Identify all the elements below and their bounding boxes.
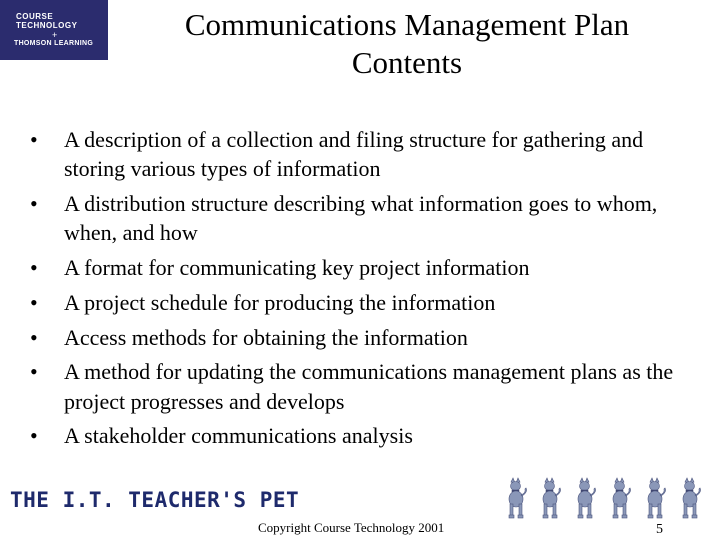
logo-line-technology: TECHNOLOGY	[16, 21, 78, 30]
bullet-dot: •	[30, 359, 38, 385]
logo-plus: +	[52, 30, 58, 40]
bullet-dot: •	[30, 324, 38, 350]
dog-icon	[543, 478, 561, 518]
bullet-dot: •	[30, 191, 38, 216]
bullet-item	[28, 421, 688, 450]
dog-icon	[613, 478, 631, 518]
dog-icon	[648, 478, 666, 518]
copyright-notice: Copyright Course Technology 2001	[258, 520, 445, 535]
bullet-item	[28, 288, 688, 317]
course-technology-logo	[0, 0, 108, 60]
bullet-text: A format for communicating key project information	[64, 255, 530, 280]
logo-line-thomson: THOMSON LEARNING	[14, 40, 94, 47]
bullet-dot: •	[30, 255, 38, 280]
logo-line-course: COURSE	[16, 12, 54, 21]
title-line-1: Communications Management Plan	[184, 7, 630, 42]
bullet-list	[28, 125, 688, 456]
dog-row	[505, 476, 715, 520]
teachers-pet-banner	[10, 488, 299, 512]
dog-icon	[683, 478, 701, 518]
bullet-item	[28, 189, 688, 247]
bullet-item	[28, 125, 688, 183]
bullet-text: A distribution structure describing what information goes to whom, when, and how	[64, 191, 658, 246]
bullet-text: A description of a collection and filing structure for gathering and storing various types of information	[64, 127, 644, 182]
bullet-dot: •	[30, 289, 38, 315]
bullet-text: A method for updating the communications management plans as the project progresses and develops	[64, 359, 674, 414]
bullet-dot: •	[30, 127, 38, 152]
banner-text: THE I.T. TEACHER'S PET	[10, 488, 300, 512]
bullet-item	[28, 253, 688, 282]
title-line-2: Contents	[351, 45, 463, 80]
dog-icon	[578, 478, 596, 518]
bullet-text: A stakeholder communications analysis	[64, 423, 413, 449]
page-number: 5	[656, 522, 663, 537]
slide-title	[118, 6, 696, 82]
dog-icon	[509, 478, 527, 518]
bullet-text: A project schedule for producing the information	[64, 289, 496, 315]
bullet-item	[28, 357, 688, 415]
bullet-item	[28, 323, 688, 352]
bullet-dot: •	[30, 423, 38, 449]
bullet-text: Access methods for obtaining the information	[64, 324, 468, 350]
